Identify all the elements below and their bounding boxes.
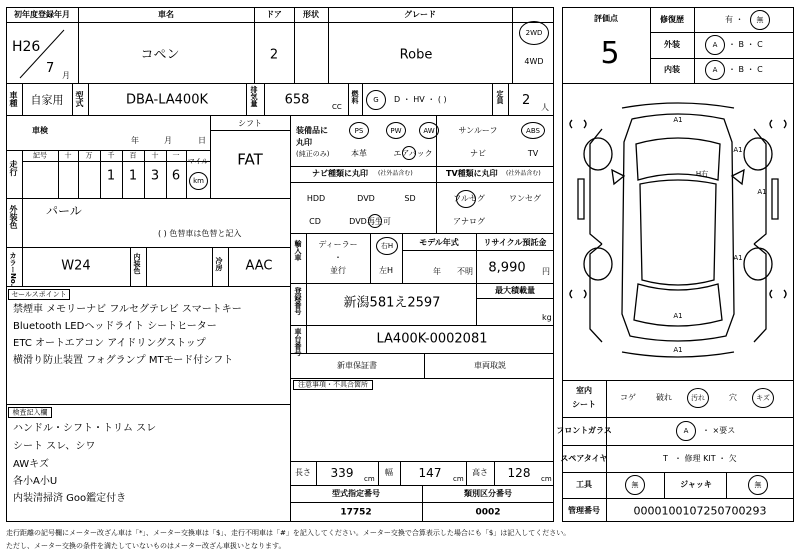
equip-sunroof: サンルーフ bbox=[458, 126, 498, 135]
tools-label: 工具 bbox=[576, 480, 592, 489]
car-name-label: 車名 bbox=[158, 10, 174, 19]
model-year-unit: 年 bbox=[433, 267, 441, 276]
grade-value: Robe bbox=[399, 47, 433, 63]
plate-type-label: 車種 bbox=[9, 91, 18, 107]
recycle-unit: 円 bbox=[542, 267, 550, 276]
sales-label: セールスポイント bbox=[11, 290, 67, 299]
ac-value: AAC bbox=[245, 258, 273, 274]
capacity: 2 bbox=[522, 93, 531, 108]
nav-cd: CD bbox=[309, 217, 321, 226]
import-label: 輸入車 bbox=[294, 240, 302, 261]
tv-oneseg: ワンセグ bbox=[509, 194, 541, 203]
color-note: ( ) 色替車は色替と記入 bbox=[158, 229, 242, 238]
interior-bc: ・ B ・ C bbox=[728, 65, 763, 74]
max-load-label: 最大積載量 bbox=[495, 286, 535, 295]
class-label: 類別区分番号 bbox=[464, 489, 512, 498]
recycle-value: 8,990 bbox=[488, 260, 526, 276]
drive-2wd-circled: 2WD bbox=[519, 21, 549, 45]
mileage-digit-2: 1 bbox=[128, 168, 138, 184]
reg-month-unit: 月 bbox=[62, 71, 70, 80]
color-no: W24 bbox=[61, 258, 91, 274]
width-unit: cm bbox=[453, 475, 464, 483]
mileage-digit-3: 3 bbox=[150, 168, 160, 184]
width-value: 147 bbox=[418, 466, 442, 480]
mark-rear-bumper: A1 bbox=[673, 346, 683, 354]
repair-none-circled: 無 bbox=[750, 10, 770, 30]
registration-value: 新潟581え2597 bbox=[343, 295, 441, 311]
mileage-digit-4: 6 bbox=[171, 168, 181, 184]
cc-unit: CC bbox=[332, 103, 342, 111]
tv-label: TV種類に丸印 bbox=[446, 169, 498, 178]
exterior-bc: ・ B ・ C bbox=[728, 40, 763, 49]
model-label: 型式 bbox=[75, 91, 84, 107]
fuel-options: D ・ HV ・ ( ) bbox=[394, 95, 447, 104]
import-dot: ・ bbox=[334, 253, 342, 262]
capacity-unit: 人 bbox=[541, 103, 549, 112]
inspector-line-1: ハンドル・シフト・トリム スレ bbox=[13, 423, 157, 434]
windshield-rest: ・ ×要ス bbox=[702, 426, 736, 435]
management-value: 0000100107250700293 bbox=[633, 504, 767, 518]
notes-label: 注意事項・不具合箇所 bbox=[298, 380, 368, 389]
interior-seat-label-2: シート bbox=[572, 400, 596, 409]
sales-line-4: 横滑り防止装置 フォグランプ MTモード付シフト bbox=[13, 355, 234, 366]
model-year-label: モデル年式 bbox=[419, 238, 459, 247]
nav-label: ナビ種類に丸印 bbox=[312, 169, 368, 178]
mark-rear: A1 bbox=[673, 312, 683, 320]
digit-label-2: 万 bbox=[85, 151, 93, 160]
interior-a-circled: A bbox=[705, 60, 725, 80]
sales-line-3: ETC オートエアコン アイドリングストップ bbox=[13, 338, 206, 349]
new-car-warranty: 新車保証書 bbox=[337, 361, 377, 370]
shaken-year-unit: 年 bbox=[131, 136, 139, 145]
repair-label: 修復歴 bbox=[660, 15, 684, 24]
equip-navi: ナビ bbox=[470, 149, 486, 158]
score-label: 評価点 bbox=[594, 14, 618, 23]
digit-label-5: 十 bbox=[151, 151, 159, 160]
repair-options: 有 ・ bbox=[725, 15, 744, 24]
class-value: 0002 bbox=[475, 507, 501, 518]
mile-label: マイル bbox=[187, 157, 209, 166]
reg-month: 7 bbox=[46, 61, 55, 76]
windshield-a-circled: A bbox=[676, 421, 696, 441]
footer-note-2: ただし、メーター交換の条件を満たしていないものはメーター改ざん車扱いとなります。 bbox=[6, 542, 286, 550]
mileage-digit-1: 1 bbox=[106, 168, 116, 184]
plate-type: 自家用 bbox=[30, 93, 64, 107]
equip-abs-circled: ABS bbox=[521, 122, 545, 139]
import-parallel: 並行 bbox=[330, 266, 346, 275]
mark-right-rear: A1 bbox=[733, 254, 743, 262]
fuel-label: 燃料 bbox=[351, 90, 359, 104]
equip-pw-circled: PW bbox=[386, 122, 406, 139]
shaken-day-unit: 日 bbox=[198, 136, 206, 145]
handle-left: 左H bbox=[378, 266, 394, 275]
equipment-label-3: (純正のみ) bbox=[296, 150, 330, 158]
seat-hole: 穴 bbox=[729, 393, 737, 402]
inspector-label: 検査記入欄 bbox=[12, 408, 48, 417]
height-unit: cm bbox=[541, 475, 552, 483]
exterior-a-circled: A bbox=[705, 35, 725, 55]
length-label: 長さ bbox=[295, 468, 311, 477]
car-damage-diagram bbox=[562, 84, 794, 380]
capacity-label: 定員 bbox=[496, 90, 504, 104]
nav-dvd-play: DVD再生可 bbox=[349, 217, 391, 226]
width-label: 幅 bbox=[385, 468, 393, 477]
digit-label-3: 千 bbox=[107, 151, 115, 160]
sales-line-2: Bluetooth LEDヘッドライト シートヒーター bbox=[13, 321, 217, 332]
door-count: 2 bbox=[269, 47, 279, 63]
equipment-label-1: 装備品に bbox=[296, 126, 328, 135]
grade-label: グレード bbox=[404, 10, 436, 19]
management-label: 管理番号 bbox=[568, 506, 600, 515]
type-cert-value: 17752 bbox=[340, 507, 372, 518]
shaken-label: 車検 bbox=[32, 126, 48, 135]
drive-4wd: 4WD bbox=[524, 57, 544, 66]
height-label: 高さ bbox=[472, 468, 488, 477]
fuel-g-circled: G bbox=[366, 90, 386, 110]
nav-sub: (社外品含む) bbox=[378, 170, 413, 177]
tv-analog: アナログ bbox=[453, 217, 485, 226]
chassis-value: LA400K-0002081 bbox=[376, 331, 488, 347]
height-value: 128 bbox=[507, 466, 531, 480]
windshield-label: フロントガラス bbox=[556, 426, 612, 435]
airbag-circle bbox=[402, 146, 416, 160]
model-year-unknown: 不明 bbox=[457, 267, 473, 276]
equip-ps-circled: PS bbox=[349, 122, 369, 139]
car-name: コペン bbox=[140, 47, 180, 63]
length-value: 339 bbox=[330, 466, 354, 480]
digit-label-6: 一 bbox=[172, 151, 180, 160]
equipment-label-2: 丸印 bbox=[296, 138, 312, 147]
tv-fullseg: フルセグ bbox=[453, 194, 485, 203]
door-label: ドア bbox=[266, 10, 282, 19]
inspector-line-2: シート スレ、シワ bbox=[13, 441, 96, 452]
inspector-line-5: 内装清掃済 Goo鑑定付き bbox=[13, 493, 127, 504]
color-label: 外装色 bbox=[9, 205, 18, 229]
equip-tv: TV bbox=[527, 149, 539, 158]
spare-kit: ・ 修理 KIT ・ 欠 bbox=[674, 454, 737, 463]
reg-year-label: 初年度登録年月 bbox=[14, 10, 70, 19]
color-no-label: カラーNo. bbox=[9, 252, 17, 287]
digit-label-1: 十 bbox=[64, 151, 72, 160]
km-circled: km bbox=[189, 172, 208, 190]
spare-tire-label: スペアタイヤ bbox=[560, 454, 608, 463]
interior-color-label: 内装色 bbox=[133, 253, 141, 274]
tools-none-circled: 無 bbox=[625, 475, 645, 495]
reg-era: H26 bbox=[12, 39, 41, 55]
inspector-line-3: AWキズ bbox=[13, 459, 49, 470]
digit-label-4: 百 bbox=[129, 151, 137, 160]
model-code: DBA-LA400K bbox=[126, 92, 208, 108]
handle-right-circled: 右H bbox=[376, 237, 398, 255]
score-value: 5 bbox=[600, 36, 620, 71]
equip-aw-circled: AW bbox=[419, 122, 439, 139]
nav-hdd: HDD bbox=[306, 194, 326, 203]
owner-manual: 車両取説 bbox=[474, 361, 506, 370]
interior-label: 内装 bbox=[664, 65, 680, 74]
nav-dvd: DVD bbox=[357, 194, 375, 203]
max-load-unit: kg bbox=[542, 313, 552, 322]
spare-t: T bbox=[663, 454, 668, 463]
equip-leather: 本革 bbox=[351, 149, 367, 158]
dvd-play-circle bbox=[368, 214, 382, 228]
tv-sub: (社外品含む) bbox=[506, 170, 541, 177]
mark-front-bumper: A1 bbox=[673, 116, 683, 124]
fullseg-circle bbox=[456, 190, 476, 208]
shaken-month-unit: 月 bbox=[164, 136, 172, 145]
shift-label: シフト bbox=[238, 119, 262, 128]
color-value: パール bbox=[46, 204, 82, 218]
shape-label: 形状 bbox=[303, 10, 319, 19]
length-unit: cm bbox=[364, 475, 375, 483]
displacement: 658 bbox=[284, 92, 310, 108]
seat-tear: 破れ bbox=[656, 393, 672, 402]
jack-none-circled: 無 bbox=[748, 475, 768, 495]
type-cert-label: 型式指定番号 bbox=[332, 489, 380, 498]
jack-label: ジャッキ bbox=[680, 480, 712, 489]
seat-stain-circled: 汚れ bbox=[687, 388, 709, 408]
registration-label: 登録番号 bbox=[294, 287, 302, 315]
shift-value: FAT bbox=[237, 150, 263, 169]
displacement-label: 排気量 bbox=[250, 86, 258, 107]
mark-right-side: A1 bbox=[757, 188, 767, 196]
import-dealer: ディーラー bbox=[318, 240, 358, 249]
ac-label: 冷房 bbox=[215, 257, 223, 271]
mark-hood: H右 bbox=[695, 170, 709, 178]
footer-note-1: 走行距離の記号欄にメーター改ざん車は「*」、メーター交換車は「$」、走行不明車は「#」を記入してください。メーター交換で合算表示した場合にも「$」は記入してください。 bbox=[6, 529, 571, 537]
seat-burn: コゲ bbox=[620, 393, 636, 402]
digit-label-0: 記号 bbox=[33, 151, 47, 160]
inspector-line-4: 各小A小U bbox=[13, 476, 58, 487]
exterior-label: 外装 bbox=[664, 40, 680, 49]
chassis-label: 車台番号 bbox=[294, 328, 302, 356]
mileage-label: 走行 bbox=[9, 160, 18, 176]
nav-sd: SD bbox=[404, 194, 416, 203]
sales-line-1: 禁煙車 メモリーナビ フルセグテレビ スマートキー bbox=[13, 304, 242, 315]
recycle-label: リサイクル預託金 bbox=[483, 238, 547, 247]
interior-seat-label-1: 室内 bbox=[576, 386, 592, 395]
equip-airbag: エアバック bbox=[393, 149, 433, 158]
mark-right-front: A1 bbox=[733, 146, 743, 154]
seat-scratch-circled: キズ bbox=[752, 388, 774, 408]
